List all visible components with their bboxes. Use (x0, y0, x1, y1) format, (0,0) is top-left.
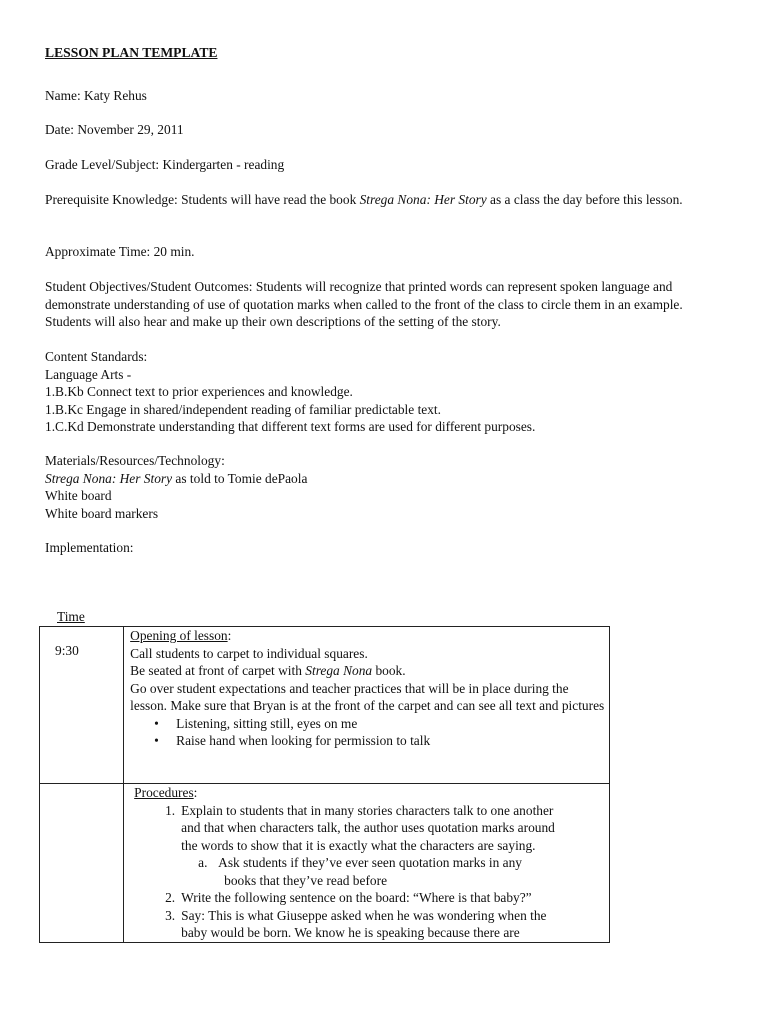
materials-item: White board markers (45, 505, 159, 521)
prereq-text: Prerequisite Knowledge: Students will have read the book (45, 192, 360, 207)
procedures-heading: Procedures (134, 785, 194, 800)
list-item: a. Ask students if they’ve ever seen quotation marks in any (198, 855, 522, 870)
activity-cell: Opening of lesson: Call students to carpet to individual squares. Be seated at front of carpet with Strega Nona book. Go over student expectations and teacher practices that will be in place during the lesson. Make sure that Bryan is at the front of the carpet and can see all text and pictures • Listening, sitting still, eyes on me • Raise hand when looking for permission to talk (124, 627, 610, 784)
standard-item: 1.B.Kb Connect text to prior experiences and knowledge. (45, 384, 353, 399)
prereq-text-end: as a class the day before this lesson. (486, 192, 683, 207)
table-row (40, 784, 610, 943)
activity-cell: Procedures: 1. Explain to students that in many stories characters talk to one another and that when characters talk, the author uses quotation marks around the words to show that it is exactly what the characters are saying. a. Ask students if they’ve ever seen quotation marks in any books that they’ve read before 2. Write the following sentence on the board: “Where is that baby?” 3. Say: This is what Giuseppe asked when he was wondering when the baby would be born. We know he is speaking because there are (124, 784, 610, 943)
table-row (40, 627, 610, 784)
standard-item: 1.B.Kc Engage in shared/independent reading of familiar predictable text. (45, 401, 441, 417)
time-cell (40, 784, 124, 943)
opening-line: Call students to carpet to individual squares. (130, 645, 368, 661)
prereq-book-title: Strega Nona: Her Story (359, 192, 487, 207)
list-item: 2. Write the following sentence on the board: “Where is that baby?” (165, 890, 532, 905)
date-field: Date: November 29, 2011 (45, 122, 184, 137)
page-title: LESSON PLAN TEMPLATE (45, 45, 218, 60)
list-item: • Listening, sitting still, eyes on me (154, 715, 358, 731)
implementation-heading: Implementation: (45, 540, 134, 555)
list-item: 3. Say: This is what Giuseppe asked when he was wondering when the (165, 907, 547, 923)
materials-resources (45, 452, 735, 522)
grade-subject-field: Grade Level/Subject: Kindergarten - reading (45, 157, 285, 172)
name-field: Name: Katy Rehus (45, 88, 147, 103)
prerequisite-knowledge (45, 191, 735, 209)
time-value: 9:30 (55, 643, 79, 658)
opening-heading: Opening of lesson (130, 628, 228, 643)
standard-item: 1.C.Kd Demonstrate understanding that different text forms are used for different purposes. (45, 419, 536, 434)
materials-book-author: as told to Tomie dePaola (172, 470, 308, 486)
list-item: • Raise hand when looking for permission to talk (154, 733, 431, 748)
lesson-schedule-table (39, 626, 610, 943)
opening-book-title: Strega Nona (305, 663, 373, 678)
materials-heading: Materials/Resources/Technology: (45, 453, 225, 468)
materials-item: White board (45, 488, 112, 503)
student-objectives: Student Objectives/Student Outcomes: Students will recognize that printed words can represent spoken language and demonstrate understanding of use of quotation marks when called to the front of the class to circle them in an example. Students will also hear and make up their own descriptions of the setting of the story. (45, 279, 683, 329)
time-column-header: Time (57, 609, 85, 624)
approximate-time: Approximate Time: 20 min. (45, 244, 195, 259)
opening-paragraph: Go over student expectations and teacher practices that will be in place during the lesson. Make sure that Bryan is at the front of the carpet and can see all text and pictures (130, 680, 605, 713)
materials-book-title: Strega Nona: Her Story (45, 470, 173, 486)
content-standards-heading: Content Standards: (45, 349, 148, 364)
time-cell (40, 627, 124, 784)
list-item: 1. Explain to students that in many stories characters talk to one another (165, 802, 554, 818)
content-standards-subject: Language Arts - (45, 366, 132, 382)
content-standards (45, 348, 735, 436)
